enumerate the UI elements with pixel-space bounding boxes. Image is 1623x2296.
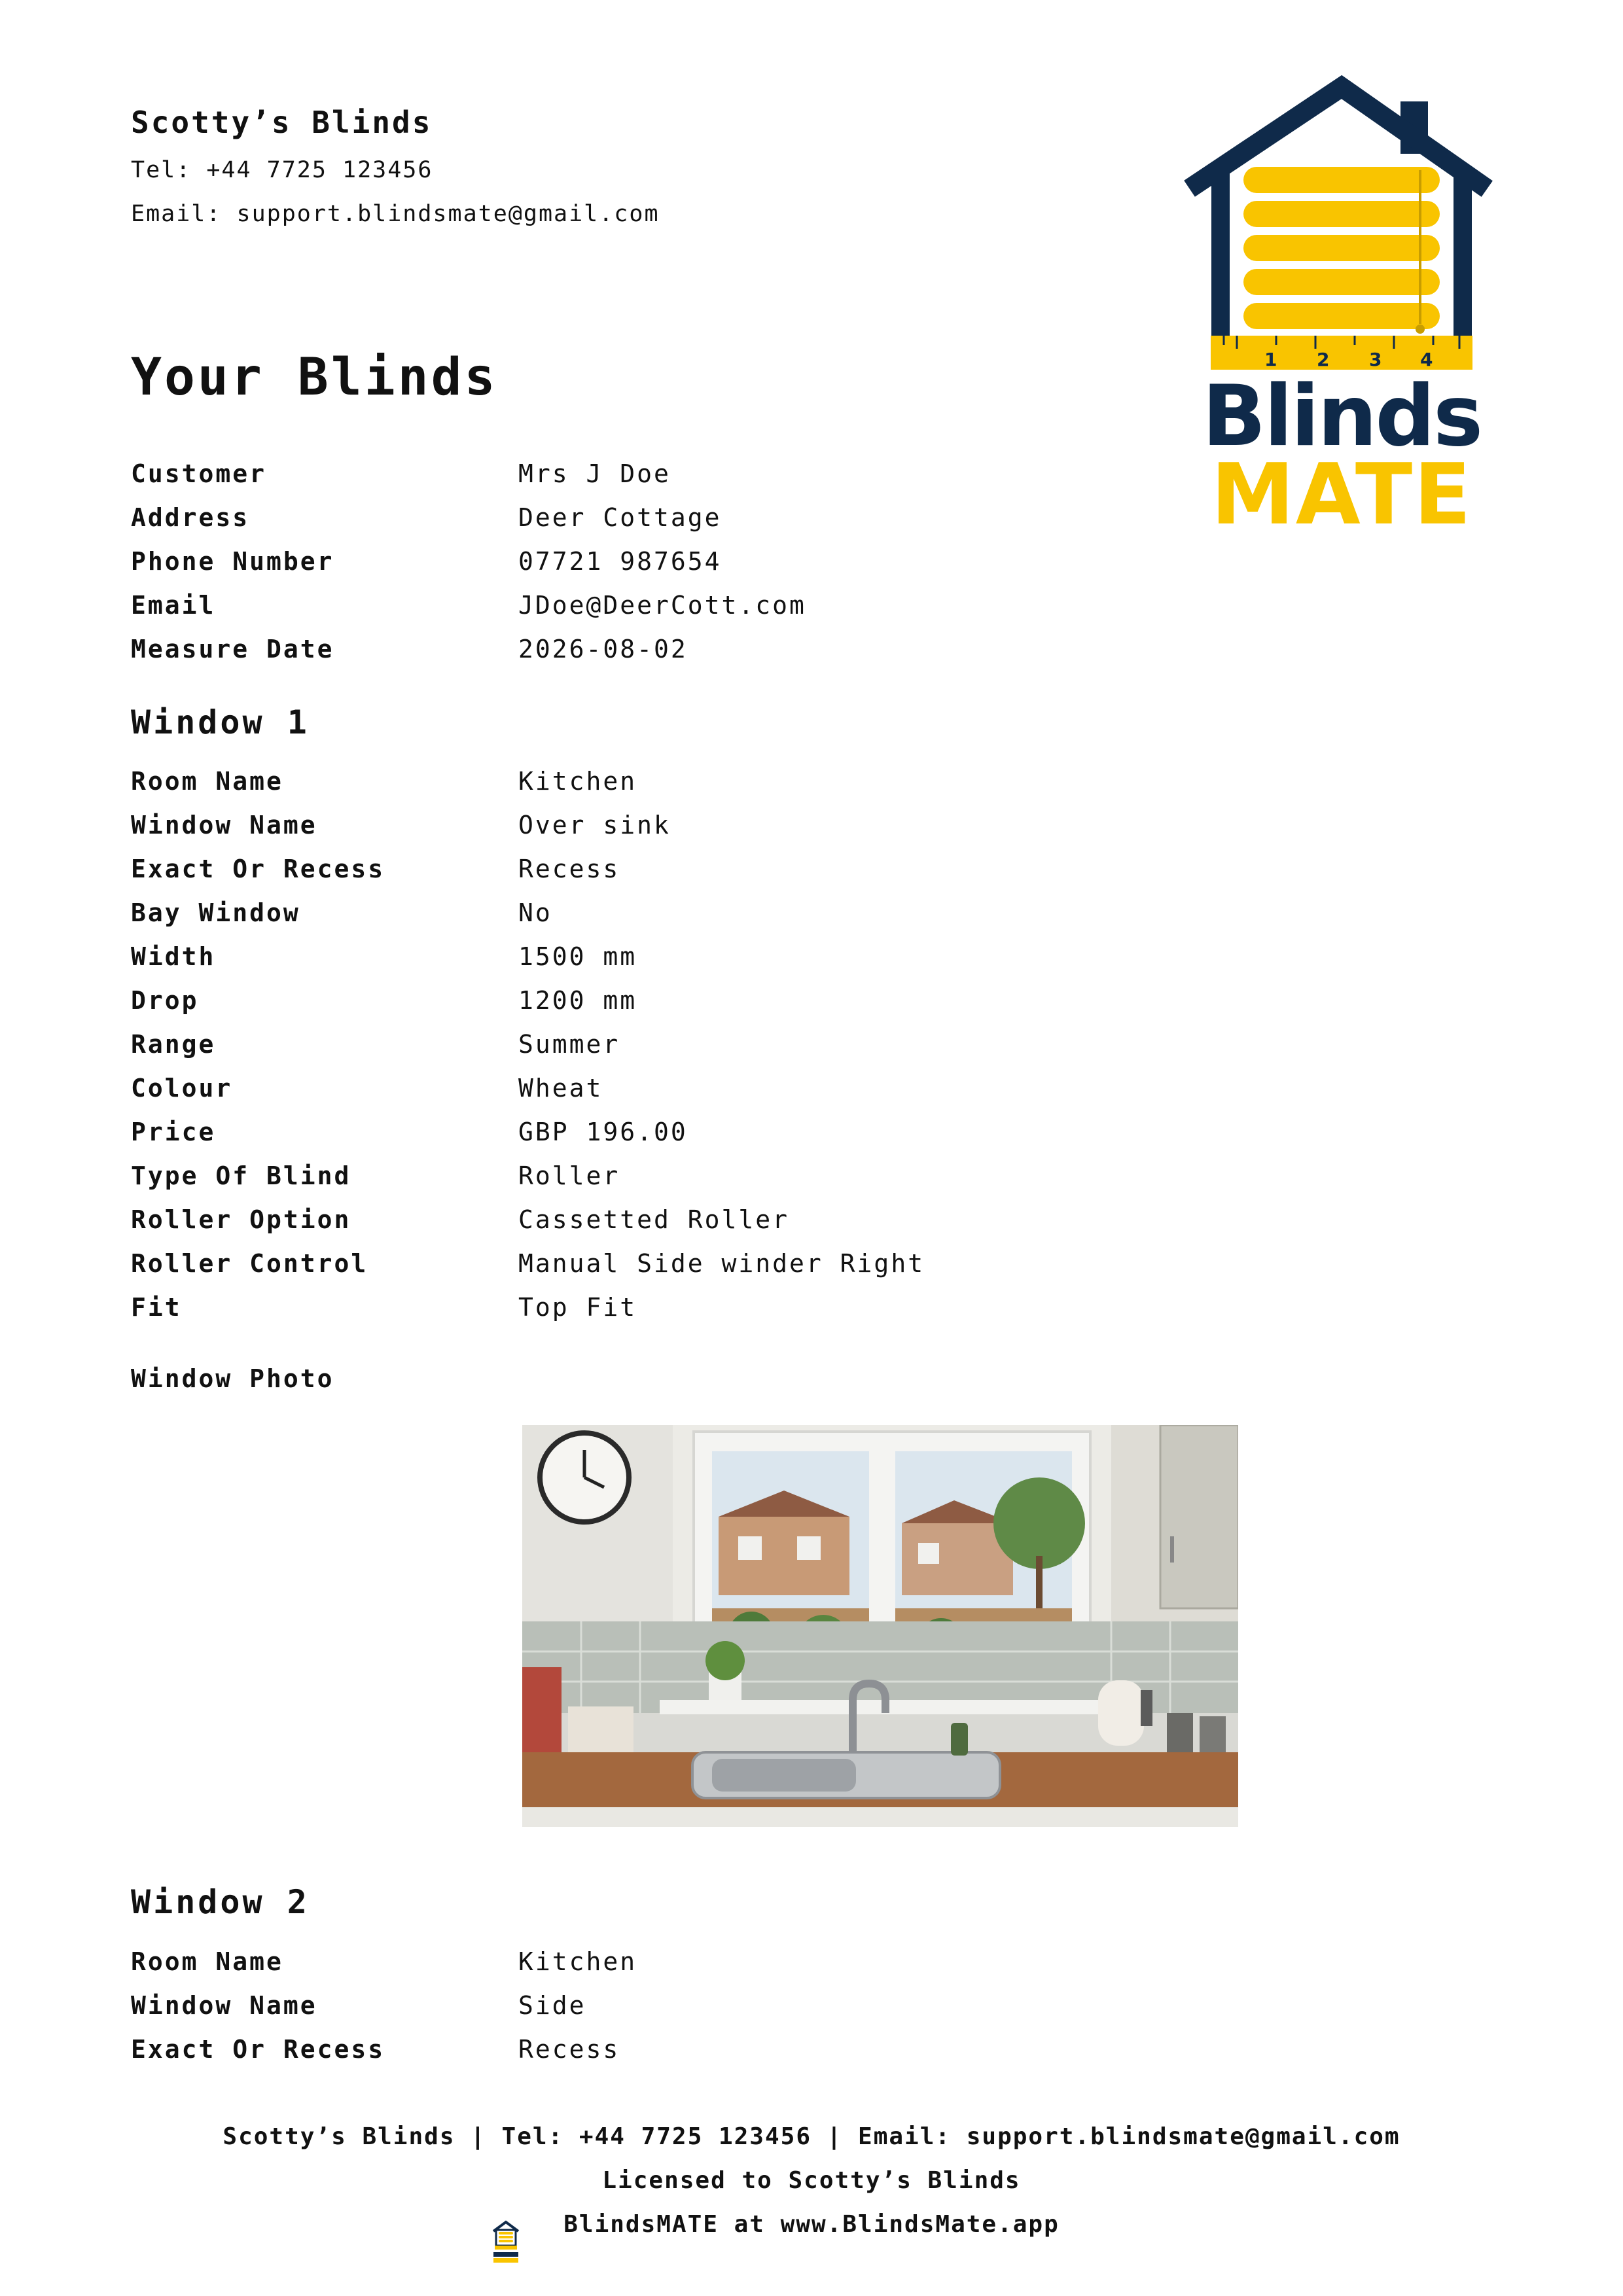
- window-1-row: [131, 1066, 1374, 1110]
- footer-licensed: Licensed to Scotty’s Blinds: [602, 2167, 1021, 2194]
- field-value: Deer Cottage: [518, 503, 722, 532]
- logo-ruler-mark: 2: [1317, 349, 1330, 370]
- field-value: Top Fit: [518, 1292, 637, 1322]
- customer-row: [131, 539, 1374, 583]
- field-label: Phone Number: [131, 546, 334, 576]
- field-label: Fit: [131, 1292, 182, 1322]
- field-label: Exact Or Recess: [131, 854, 385, 883]
- field-value: 2026-08-02: [518, 634, 688, 663]
- footer-app: BlindsMATE at www.BlindsMate.app: [563, 2211, 1060, 2238]
- window-1-title: Window 1: [131, 703, 310, 741]
- footer-contact: Scotty’s Blinds | Tel: +44 7725 123456 | Email: support.blindsmate@gmail.com: [223, 2123, 1400, 2150]
- customer-row: [131, 583, 1374, 627]
- logo-ruler-mark: 1: [1264, 349, 1277, 370]
- field-label: Room Name: [131, 766, 283, 796]
- field-label: Price: [131, 1117, 216, 1146]
- field-label: Colour: [131, 1073, 233, 1103]
- window-2-row: [131, 2027, 1374, 2071]
- footer-logo-icon: [490, 2219, 522, 2264]
- window-1-row: [131, 978, 1374, 1022]
- window-1-row: [131, 1110, 1374, 1154]
- company-name: Scotty’s Blinds: [131, 105, 433, 140]
- field-label: Email: [131, 590, 216, 620]
- window-1-row: [131, 1154, 1374, 1197]
- window-2-row: [131, 1983, 1374, 2027]
- field-value: Wheat: [518, 1073, 603, 1103]
- field-value: GBP 196.00: [518, 1117, 688, 1146]
- logo-ruler-mark: 4: [1420, 349, 1433, 370]
- field-label: Address: [131, 503, 250, 532]
- field-value: Manual Side winder Right: [518, 1248, 925, 1278]
- customer-row: [131, 495, 1374, 539]
- field-value: Roller: [518, 1161, 620, 1190]
- field-value: Cassetted Roller: [518, 1205, 790, 1234]
- field-label: Drop: [131, 985, 199, 1015]
- field-value: No: [518, 898, 552, 927]
- page-title: Your Blinds: [131, 348, 498, 407]
- field-value: 1200 mm: [518, 985, 637, 1015]
- field-label: Window Name: [131, 1990, 317, 2020]
- window-1-row: [131, 759, 1374, 803]
- window-1-row: [131, 934, 1374, 978]
- window-1-row: [131, 1022, 1374, 1066]
- window-1-row: [131, 1197, 1374, 1241]
- field-value: JDoe@DeerCott.com: [518, 590, 806, 620]
- field-value: Side: [518, 1990, 586, 2020]
- window-photo: [522, 1425, 1238, 1827]
- field-label: Roller Control: [131, 1248, 368, 1278]
- customer-row: [131, 451, 1374, 495]
- window-photo-row: [131, 1356, 1374, 1400]
- field-label: Bay Window: [131, 898, 300, 927]
- window-2-title: Window 2: [131, 1883, 310, 1921]
- window-1-row: [131, 803, 1374, 847]
- field-value: Recess: [518, 854, 620, 883]
- window-1-row: [131, 847, 1374, 891]
- window-1-row: [131, 1241, 1374, 1285]
- field-label: Roller Option: [131, 1205, 351, 1234]
- field-value: 1500 mm: [518, 942, 637, 971]
- field-value: Mrs J Doe: [518, 459, 671, 488]
- field-label: Range: [131, 1029, 216, 1059]
- field-label: Exact Or Recess: [131, 2034, 385, 2064]
- logo-word-mate: MATE: [1211, 446, 1472, 544]
- window-2-row: [131, 1939, 1374, 1983]
- field-label: Measure Date: [131, 634, 334, 663]
- field-label: Customer: [131, 459, 267, 488]
- window-1-row: [131, 891, 1374, 934]
- field-label: Room Name: [131, 1947, 283, 1976]
- logo-ruler-mark: 3: [1369, 349, 1382, 370]
- field-label: Window Name: [131, 810, 317, 839]
- field-label: Type Of Blind: [131, 1161, 351, 1190]
- logo-blind-slats: [1243, 167, 1440, 329]
- window-1-row: [131, 1285, 1374, 1329]
- logo-word-blinds: Blinds: [1202, 368, 1482, 465]
- window-photo-label: Window Photo: [131, 1364, 334, 1393]
- field-value: Summer: [518, 1029, 620, 1059]
- company-email: Email: support.blindsmate@gmail.com: [131, 201, 660, 227]
- logo-blind-pull: [1416, 325, 1425, 334]
- field-value: Over sink: [518, 810, 671, 839]
- field-value: 07721 987654: [518, 546, 722, 576]
- customer-row: [131, 627, 1374, 671]
- field-value: Kitchen: [518, 1947, 637, 1976]
- field-value: Kitchen: [518, 766, 637, 796]
- field-label: Width: [131, 942, 216, 971]
- field-value: Recess: [518, 2034, 620, 2064]
- company-tel: Tel: +44 7725 123456: [131, 157, 433, 183]
